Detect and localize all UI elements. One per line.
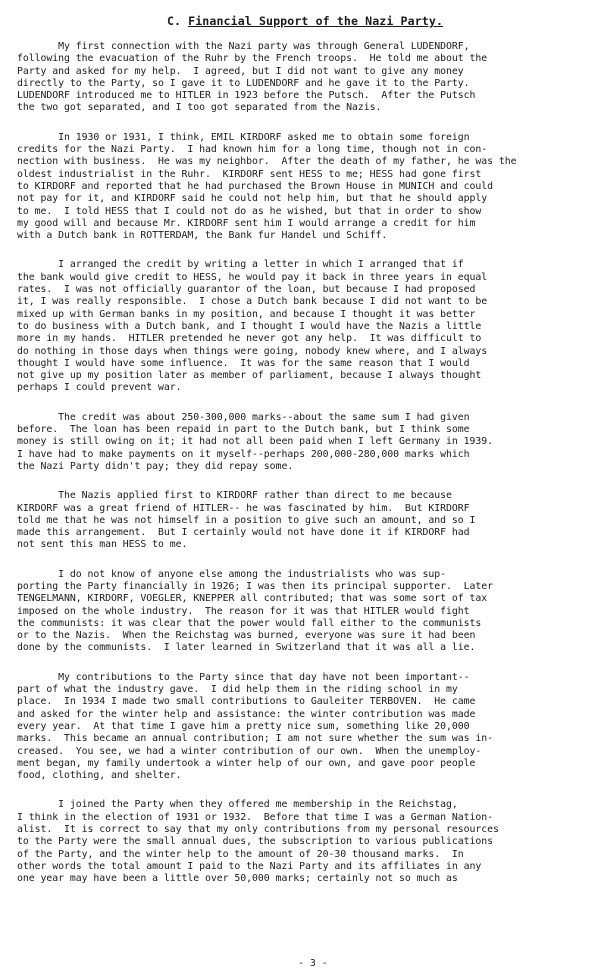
paragraph xyxy=(17,412,593,473)
text-line: In 1930 or 1931, I think, EMIL KIRDORF asked me to obtain some foreign xyxy=(17,131,470,143)
text-line: My contributions to the Party since that day have not been important-- xyxy=(17,671,470,683)
text-line: made this arrangement. But I certainly would not have done it if KIRDORF had xyxy=(17,527,470,539)
text-line: not sent this man HESS to me. xyxy=(17,539,188,551)
text-line: KIRDORF was a great friend of HITLER-- he was fascinated by him. But KIRDORF xyxy=(17,502,470,514)
text-line: to the Party were the small annual dues, the subscription to various publications xyxy=(17,836,493,848)
text-line: ment began, my family undertook a winter help of our own, and gave poor people xyxy=(17,757,476,769)
text-line: part of what the industry gave. I did help them in the riding school in my xyxy=(17,684,458,696)
text-line: before. The loan has been repaid in part to the Dutch bank, but I think some xyxy=(17,424,470,436)
paragraph xyxy=(17,132,593,243)
text-line: directly to the Party, so I gave it to LUDENDORF and he gave it to the Party. xyxy=(17,77,470,89)
text-line: with a Dutch bank in ROTTERDAM, the Bank fur Handel und Schiff. xyxy=(17,230,388,242)
text-line: porting the Party financially in 1926; I was then its principal supporter. Later xyxy=(17,580,493,592)
text-line: My first connection with the Nazi party was through General LUDENDORF, xyxy=(17,41,470,52)
paragraph xyxy=(17,490,593,551)
text-line: not pay for it, and KIRDORF said he could not help him, but that he should apply xyxy=(17,193,488,205)
text-line: the bank would give credit to HESS, he would pay it back in three years in equal xyxy=(17,271,488,283)
text-line: told me that he was not himself in a position to give such an amount, and so I xyxy=(17,514,476,526)
text-line: I have had to make payments on it myself--perhaps 200,000-280,000 marks which xyxy=(17,448,470,460)
paragraph xyxy=(17,799,593,885)
text-line: oldest industrialist in the Ruhr. KIRDORF sent HESS to me; HESS had gone first xyxy=(17,168,482,180)
text-line: more in my hands. HITLER pretended he never got any help. It was difficult to xyxy=(17,333,482,345)
text-line: rates. I was not officially guarantor of the loan, but because I had proposed xyxy=(17,284,476,296)
text-line: TENGELMANN, KIRDORF, VOEGLER, KNEPPER all contributed; that was some sort of tax xyxy=(17,593,488,605)
text-line: or to the Nazis. When the Reichstag was burned, everyone was sure it had been xyxy=(17,630,476,642)
text-line: mixed up with German banks in my position, and because I thought it was better xyxy=(17,308,476,320)
text-line: my good will and because Mr. KIRDORF sent him I would arrange a credit for him xyxy=(17,217,476,229)
text-line: Party and asked for my help. I agreed, but I did not want to give any money xyxy=(17,65,464,77)
text-line: nection with business. He was my neighbor. After the death of my father, he was the xyxy=(17,156,517,168)
page-number: - 3 - xyxy=(298,958,328,969)
text-line: I joined the Party when they offered me membership in the Reichstag, xyxy=(17,799,458,811)
text-line: perhaps I could prevent war. xyxy=(17,382,182,394)
text-line: I do not know of anyone else among the industrialists who was sup- xyxy=(17,568,446,580)
text-line: marks. This became an annual contribution; I am not sure whether the sum was in- xyxy=(17,733,493,745)
paragraph xyxy=(17,41,593,115)
text-line: done by the communists. I later learned in Switzerland that it was all a lie. xyxy=(17,642,476,654)
text-line: to me. I told HESS that I could not do as he wished, but that in order to show xyxy=(17,205,482,217)
text-line: I think in the election of 1931 or 1932. Before that time I was a German Nation- xyxy=(17,811,493,823)
text-line: of the Party, and the winter help to the amount of 20-30 thousand marks. In xyxy=(17,848,464,860)
text-line: place. In 1934 I made two small contributions to Gauleiter TERBOVEN. He came xyxy=(17,696,476,708)
document-body xyxy=(17,41,593,886)
text-line: and asked for the winter help and assistance: the winter contribution was made xyxy=(17,708,476,720)
text-line: The credit was about 250-300,000 marks--about the same sum I had given xyxy=(17,411,470,423)
text-line: to do business with a Dutch bank, and I thought I would have the Nazis a little xyxy=(17,320,482,332)
text-line: money is still owing on it; it had not all been paid when I left Germany in 1939. xyxy=(17,436,493,448)
text-line: LUDENDORF introduced me to HITLER in 1923 before the Putsch. After the Putsch xyxy=(17,90,476,102)
text-line: the two got separated, and I too got separated from the Nazis. xyxy=(17,102,382,114)
text-line: to KIRDORF and reported that he had purchased the Brown House in MUNICH and could xyxy=(17,180,493,192)
paragraph xyxy=(17,672,593,783)
section-heading xyxy=(17,14,593,28)
text-line: other words the total amount I paid to the Nazi Party and its affiliates in any xyxy=(17,860,482,872)
text-line: it, I was really responsible. I chose a Dutch bank because I did not want to be xyxy=(17,296,488,308)
text-line: The Nazis applied first to KIRDORF rather than direct to me because xyxy=(17,490,452,502)
text-line: the communists: it was clear that the power would fall either to the communists xyxy=(17,617,482,629)
text-line: the Nazi Party didn't pay; they did repay some. xyxy=(17,460,294,472)
text-line: imposed on the whole industry. The reason for it was that HITLER would fight xyxy=(17,605,470,617)
text-line: alist. It is correct to say that my only contributions from my personal resources xyxy=(17,824,499,836)
text-line: not give up my position later as member of parliament, because I always thought xyxy=(17,370,482,382)
text-line: do nothing in those days when things were going, nobody knew where, and I always xyxy=(17,345,488,357)
section-title: Financial Support of the Nazi Party. xyxy=(188,14,444,28)
text-line: creased. You see, we had a winter contribution of our own. When the unemploy- xyxy=(17,745,482,757)
text-line: credits for the Nazi Party. I had known him for a long time, though not in con- xyxy=(17,144,488,156)
text-line: every year. At that time I gave him a pretty nice sum, something like 20,000 xyxy=(17,720,470,732)
text-line: food, clothing, and shelter. xyxy=(17,770,182,782)
text-line: one year may have been a little over 50,000 marks; certainly not so much as xyxy=(17,873,458,885)
text-line: I arranged the credit by writing a letter in which I arranged that if xyxy=(17,259,464,271)
text-line: thought I would have some influence. It was for the same reason that I would xyxy=(17,357,470,369)
paragraph xyxy=(17,259,593,394)
paragraph xyxy=(17,569,593,655)
text-line: following the evacuation of the Ruhr by the French troops. He told me about the xyxy=(17,53,488,65)
section-label: C. xyxy=(166,14,182,28)
